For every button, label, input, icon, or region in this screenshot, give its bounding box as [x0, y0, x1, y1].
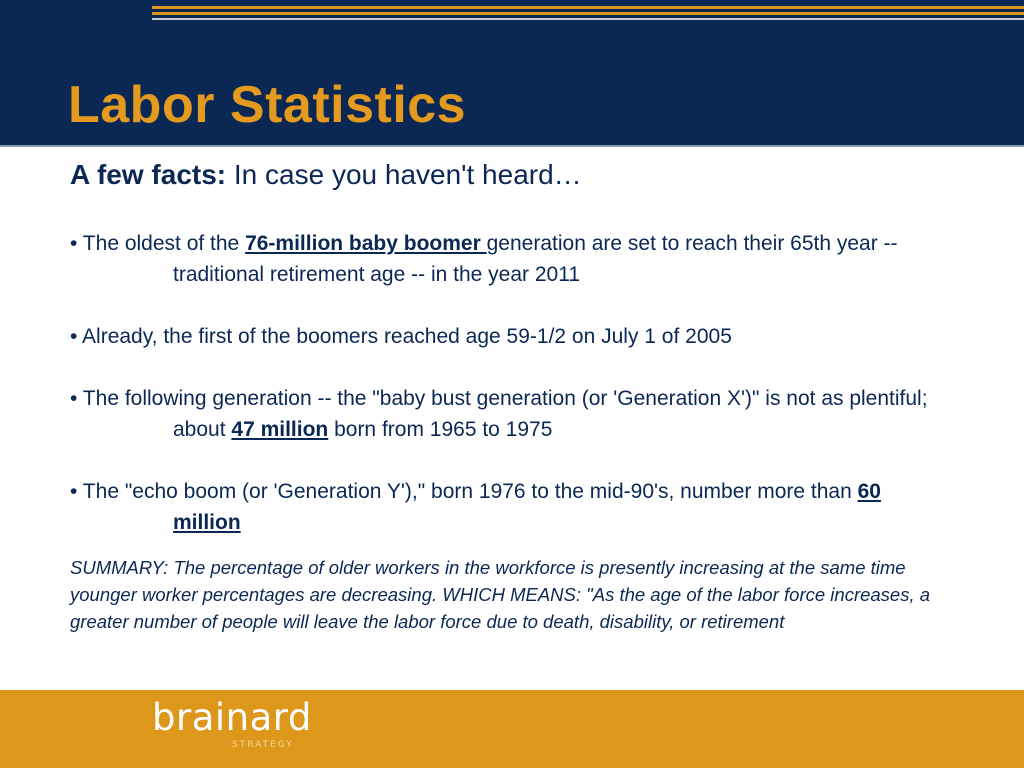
bullet-text: born from 1965 to 1975 — [328, 418, 553, 441]
summary-text: SUMMARY: The percentage of older workers in the workforce is presently increasing at the same time younger worker percentages are decreasing. WHICH MEANS: "As the age of the labor force increases, a greater number of people will leave the labor force due to death, disability, or retirement — [70, 557, 931, 632]
slide-body — [70, 150, 950, 635]
page-title: Labor Statistics — [68, 76, 467, 134]
subtitle-rest: In case you haven't heard… — [226, 159, 582, 190]
gold-stripe — [152, 6, 1024, 9]
bullet-item — [70, 321, 950, 352]
bullet-text: • The "echo boom (or 'Generation Y')," born 1976 to the mid-90's, number more than — [70, 480, 858, 503]
header-banner — [0, 0, 1024, 147]
subtitle-lead: A few facts: — [70, 159, 227, 190]
brand-logo: brainard — [152, 696, 312, 739]
footer-bar — [0, 690, 1024, 768]
subtitle — [70, 158, 950, 192]
stat-highlight: 47 million — [231, 418, 329, 441]
bullet-text: generation are set to reach their 65th year -- traditional retirement age -- in the year 2011 — [173, 232, 898, 286]
stat-highlight: 60 million — [173, 480, 881, 534]
bullet-text: • Already, the first of the boomers reached age 59-1/2 on July 1 of 2005 — [70, 325, 732, 348]
bullet-item — [70, 228, 950, 290]
bullet-item — [70, 476, 950, 538]
silver-stripe — [152, 18, 1024, 20]
bullet-item — [70, 383, 950, 445]
brand-logo-subtitle: STRATEGY — [232, 740, 294, 750]
stat-highlight: 76-million baby boomer — [245, 232, 487, 255]
bullet-text: • The following generation -- the "baby bust generation (or 'Generation X')" is not as plentiful; about — [70, 387, 928, 441]
gold-stripe — [152, 12, 1024, 15]
bullet-text: • The oldest of the — [70, 232, 246, 255]
